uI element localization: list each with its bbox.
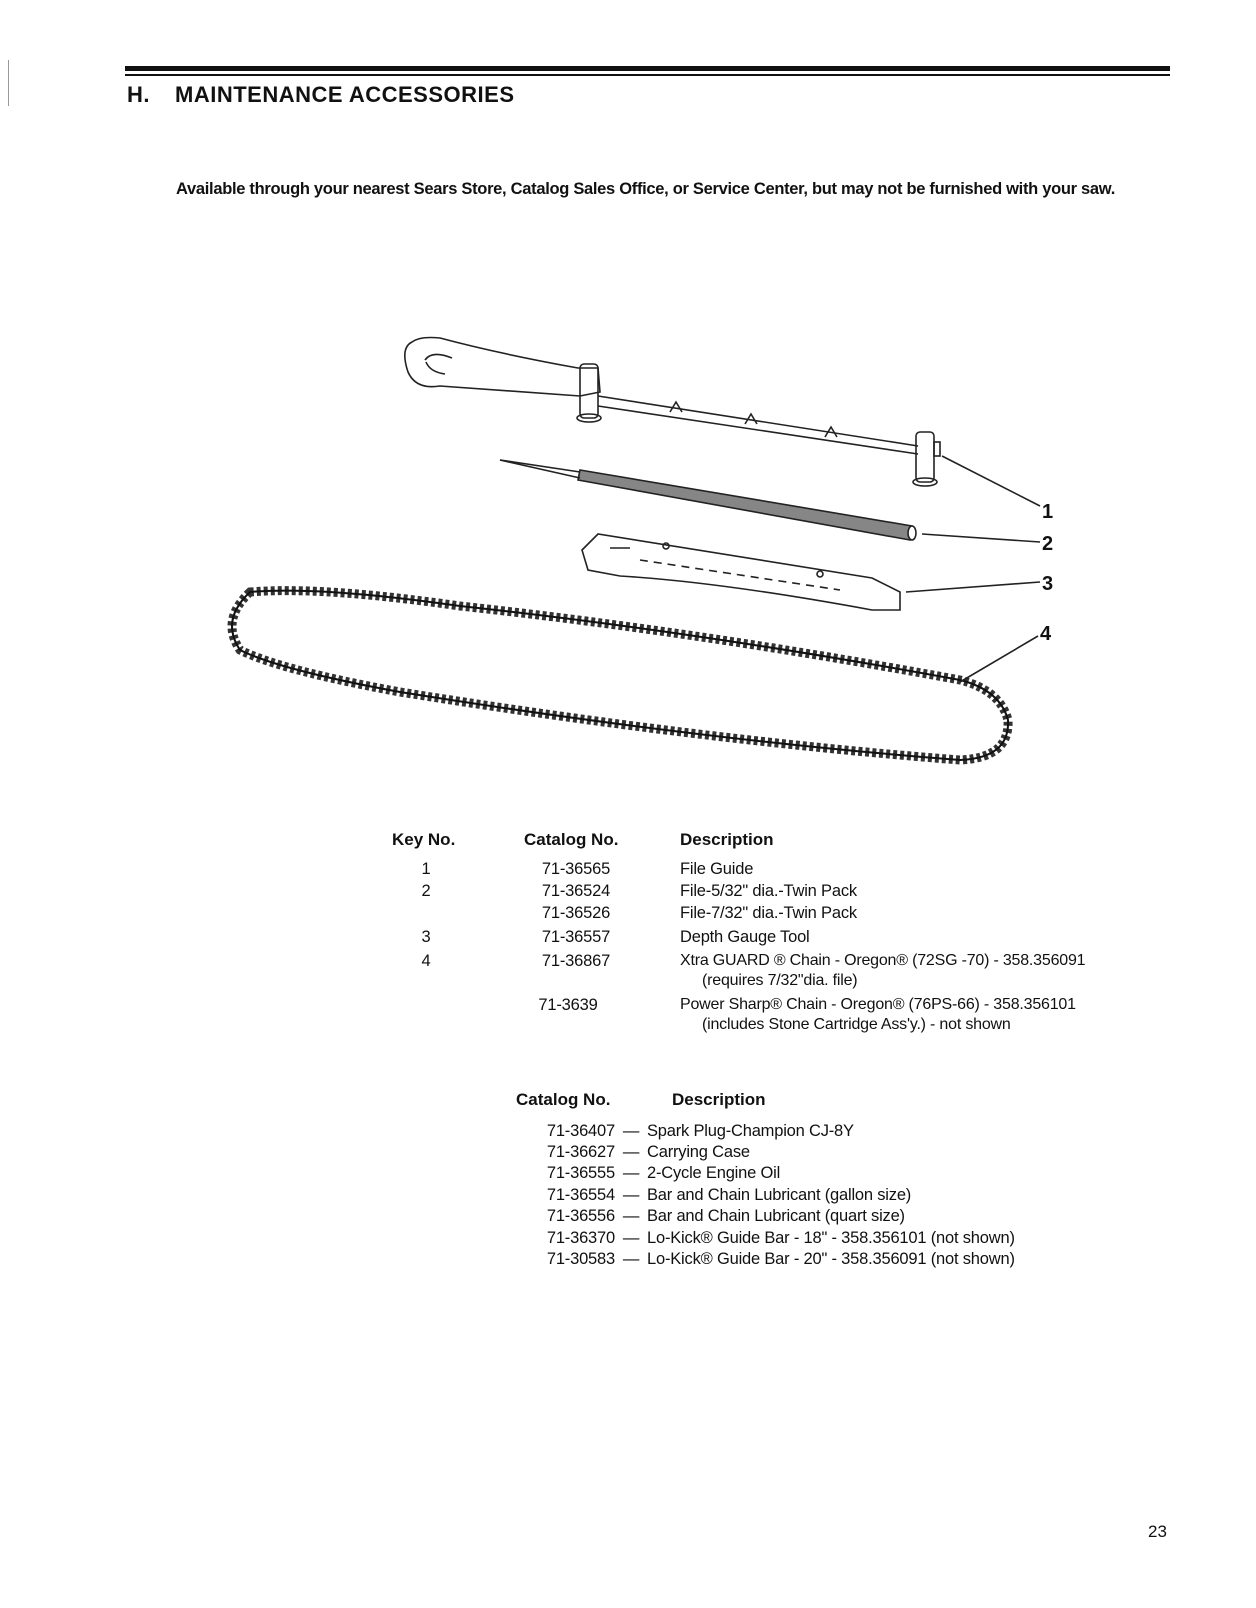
header-key-no: Key No. <box>392 830 456 849</box>
key-no: 4 <box>421 952 431 970</box>
catalog-no: 71-36370 <box>546 1229 615 1247</box>
description: 2-Cycle Engine Oil <box>647 1164 781 1182</box>
catalog-no: 71-36627 <box>546 1143 615 1161</box>
header-rule-thick <box>125 66 1170 71</box>
description <box>680 994 1076 1034</box>
description-note: (includes Stone Cartridge Ass'y.) - not shown <box>702 1016 1011 1033</box>
separator: — <box>622 1250 640 1268</box>
margin-line <box>8 60 9 106</box>
catalog-no: 71-36557 <box>541 928 611 946</box>
list-item <box>510 1207 905 1226</box>
list-item <box>510 1164 780 1183</box>
header-catalog-no: Catalog No. <box>516 1090 611 1109</box>
catalog-no: 71-3639 <box>538 996 598 1014</box>
separator: — <box>622 1186 640 1204</box>
catalog-no: 71-36524 <box>541 882 611 900</box>
catalog-no: 71-36526 <box>541 904 611 922</box>
description: Spark Plug-Champion CJ-8Y <box>647 1122 854 1140</box>
description-note: (requires 7/32"dia. file) <box>702 972 858 989</box>
list-item <box>510 1186 911 1205</box>
page-number: 23 <box>1148 1522 1167 1541</box>
callout-1: 1 <box>1042 501 1054 523</box>
intro-text: Available through your nearest Sears Store, Catalog Sales Office, or Service Center, but may not be furnished with your saw. <box>176 180 1116 198</box>
file-guide-drawing <box>405 338 940 487</box>
description: Lo-Kick® Guide Bar - 18" - 358.356101 (not shown) <box>647 1229 1015 1247</box>
description: File-7/32" dia.-Twin Pack <box>680 904 857 922</box>
catalog-no: 71-30583 <box>546 1250 615 1268</box>
list-item <box>510 1143 750 1162</box>
header-description: Description <box>672 1090 766 1109</box>
key-no: 3 <box>421 928 431 946</box>
description-main: Power Sharp® Chain - Oregon® (76PS-66) - 358.356101 <box>680 996 1076 1013</box>
section-title <box>127 82 515 108</box>
separator: — <box>622 1207 640 1225</box>
description: File Guide <box>680 860 754 878</box>
callout-3: 3 <box>1042 573 1054 595</box>
list-item <box>510 1229 1015 1248</box>
description: Bar and Chain Lubricant (gallon size) <box>647 1186 912 1204</box>
catalog-no: 71-36867 <box>541 952 611 970</box>
separator: — <box>622 1143 640 1161</box>
header-rule-thin <box>125 74 1170 76</box>
key-no: 2 <box>421 882 431 900</box>
catalog-no: 71-36554 <box>546 1186 615 1204</box>
description: File-5/32" dia.-Twin Pack <box>680 882 857 900</box>
separator: — <box>622 1164 640 1182</box>
catalog-no: 71-36407 <box>546 1122 615 1140</box>
depth-gauge-drawing <box>582 534 900 610</box>
catalog-no: 71-36555 <box>546 1164 615 1182</box>
header-catalog-no: Catalog No. <box>524 830 619 849</box>
description: Carrying Case <box>647 1143 750 1161</box>
catalog-no: 71-36556 <box>546 1207 615 1225</box>
header-description: Description <box>680 830 774 849</box>
round-file-drawing <box>500 460 916 540</box>
description: Depth Gauge Tool <box>680 928 810 946</box>
separator: — <box>622 1229 640 1247</box>
section-heading: MAINTENANCE ACCESSORIES <box>175 82 515 107</box>
description: Lo-Kick® Guide Bar - 20" - 358.356091 (not shown) <box>647 1250 1015 1268</box>
separator: — <box>622 1122 640 1140</box>
list-item <box>510 1250 1015 1269</box>
saw-chain-drawing <box>232 591 1008 760</box>
list-item <box>510 1122 854 1141</box>
key-no: 1 <box>421 860 431 878</box>
callout-4: 4 <box>1040 623 1052 645</box>
callout-2: 2 <box>1042 533 1054 555</box>
description <box>680 950 1085 990</box>
description-main: Xtra GUARD ® Chain - Oregon® (72SG -70) - 358.356091 <box>680 952 1086 969</box>
accessories-illustration <box>200 320 1080 800</box>
section-letter: H. <box>127 82 150 107</box>
description: Bar and Chain Lubricant (quart size) <box>647 1207 905 1225</box>
catalog-no: 71-36565 <box>541 860 611 878</box>
